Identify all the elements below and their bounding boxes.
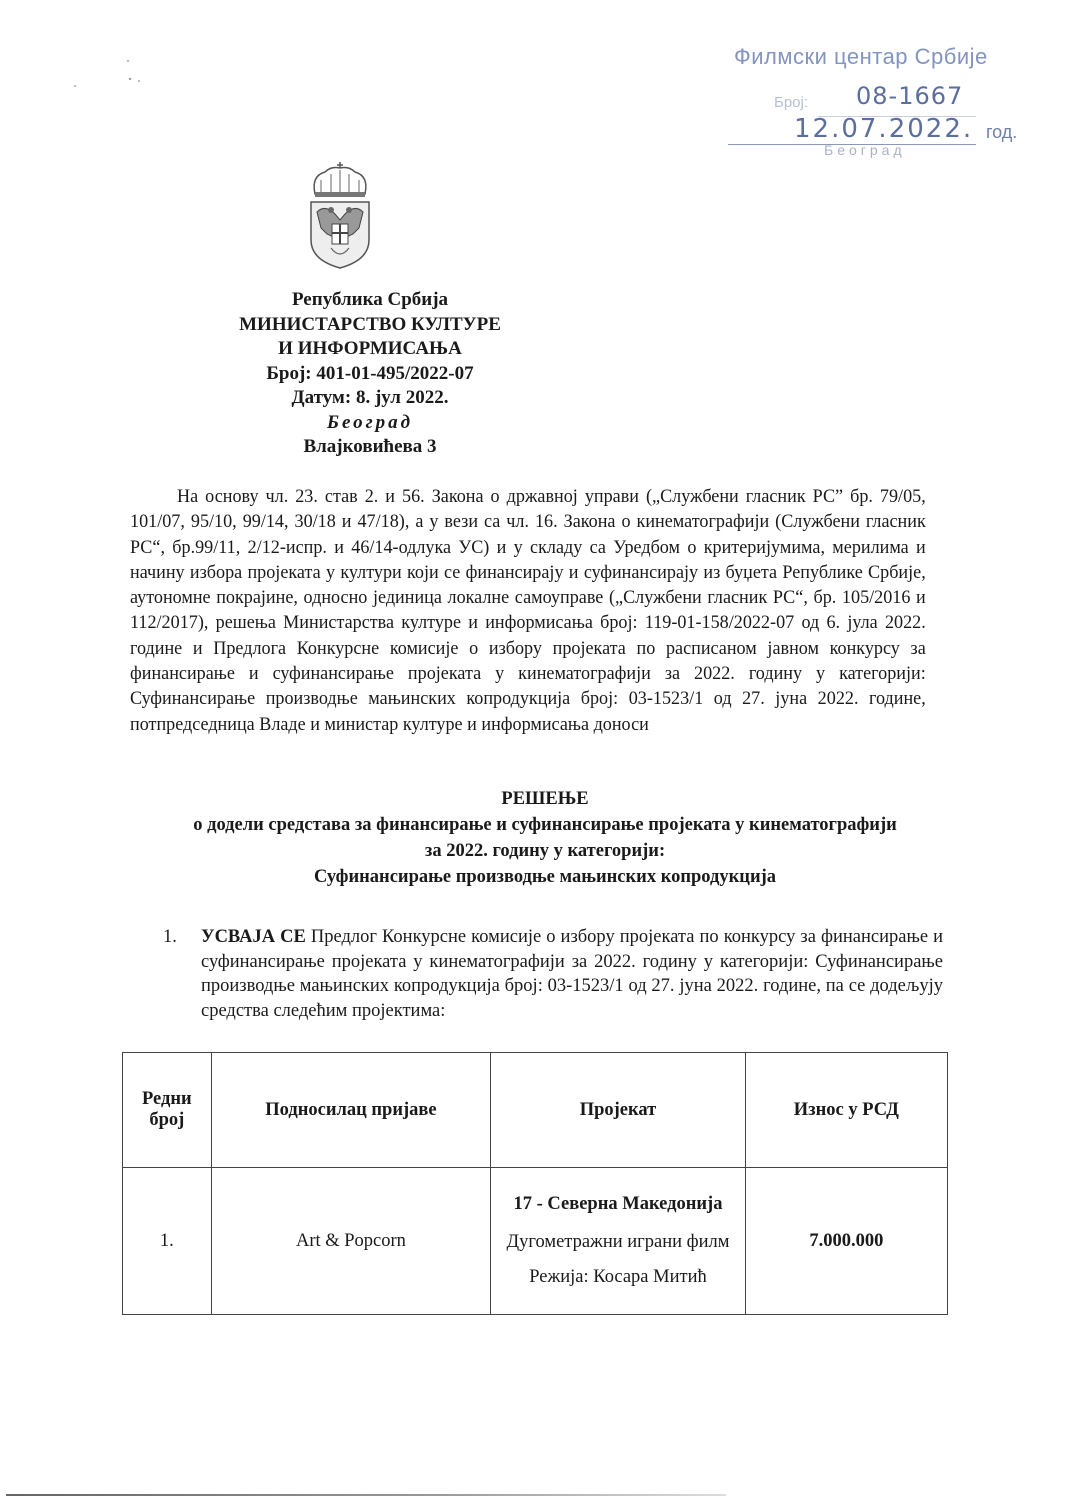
- scan-noise: [30, 28, 150, 98]
- document-date: Датум: 8. јул 2022.: [291, 387, 449, 408]
- table-header-row: [123, 1053, 948, 1168]
- stamp-number-label: Број:: [774, 94, 809, 111]
- country-name: Република Србија: [291, 289, 449, 310]
- header-applicant: Подносилац пријаве: [211, 1053, 491, 1168]
- grants-table: [122, 1052, 948, 1315]
- ministry-address: Влајковићева 3: [303, 436, 437, 457]
- document-city: Београд: [326, 411, 414, 433]
- stamp-year-suffix: год.: [986, 122, 1018, 142]
- cell-applicant: Art & Popcorn: [211, 1168, 491, 1315]
- document-number: Број: 401-01-495/2022-07: [266, 362, 474, 384]
- table-row: [123, 1168, 948, 1315]
- ministry-name-line1: МИНИСТАРСТВО КУЛТУРЕ: [239, 313, 501, 335]
- header-amount: Износ у РСД: [745, 1053, 947, 1168]
- decision-item-1: [163, 925, 943, 1023]
- scan-edge-line: [6, 1494, 726, 1496]
- project-director: Режија: Косара Митић: [529, 1267, 707, 1287]
- preamble-paragraph: На основу чл. 23. став 2. и 56. Закона о државној управи („Службени гласник РС” бр. 79/05, 101/07, 95/10, 99/14, 30/18 и 47/18), а у вези са чл. 16. Закона о кинематографији (Службени гласник РС“, бр.99/11, 2/12-испр. и 46/14-одлука УС) и у складу са Уредбом о критеријумима, мерилима и начину избора пројеката у култури који се финансирају и суфинансирају из буџета Републике Србије, аутономне покрајине, односно јединица локалне самоуправе („Службени гласник РС“, бр. 105/2016 и 112/2017), решења Министарства културе и информисања број: 119-01-158/2022-07 од 6. јула 2022. године и Предлога Конкурсне комисије о избору пројеката по расписаном јавном конкурсу за финансирање и суфинансирање пројеката у кинематографији за 2022. годину у категорији: Суфинансирање производње мањинских копродукција број: 03-1523/1 од 27. јуна 2022. године, потпредседница Владе и министар културе и информисања доноси: [130, 487, 926, 735]
- letterhead: [200, 288, 540, 460]
- header-ordinal-line1: Редни: [141, 1089, 192, 1109]
- serbia-coat-of-arms-icon: [301, 162, 379, 270]
- item-text: Предлог Конкурсне комисије о избору пројеката по конкурсу за финансирање и суфинансирање пројеката у кинематографији за 2022. годину у категорији: Суфинансирање производње мањинских копродукција број: 03-1523/1 од 27. јуна 2022. године, па се додељују средства следећим пројектима:: [201, 927, 944, 1021]
- decision-heading: [120, 786, 970, 890]
- project-title: 17 - Северна Македонија: [513, 1194, 723, 1214]
- registry-stamp: [728, 44, 1048, 164]
- item-number: 1.: [163, 927, 177, 947]
- decision-subtitle-line2: за 2022. годину у категорији:: [424, 841, 666, 861]
- header-ordinal: [123, 1053, 212, 1168]
- ministry-name-line2: И ИНФОРМИСАЊА: [278, 338, 462, 359]
- cell-project: [491, 1168, 745, 1315]
- stamp-date-value: 12.07.2022.: [794, 114, 974, 144]
- cell-amount: 7.000.000: [745, 1168, 947, 1315]
- decision-subtitle-line3: Суфинансирање производње мањинских копродукција: [313, 867, 777, 887]
- project-type: Дугометражни играни филм: [506, 1232, 730, 1252]
- header-ordinal-line2: број: [149, 1110, 185, 1130]
- stamp-city: Београд: [824, 142, 906, 158]
- decision-subtitle-line1: о додели средстава за финансирање и суфинансирање пројеката у кинематографији: [193, 815, 897, 835]
- cell-ordinal: 1.: [123, 1168, 212, 1315]
- item-lead: УСВАЈА СЕ: [201, 927, 306, 947]
- stamp-number-value: 08-1667: [856, 82, 964, 110]
- header-project: Пројекат: [491, 1053, 745, 1168]
- stamp-organization: Филмски центар Србије: [734, 44, 988, 69]
- decision-title: РЕШЕЊЕ: [501, 789, 589, 809]
